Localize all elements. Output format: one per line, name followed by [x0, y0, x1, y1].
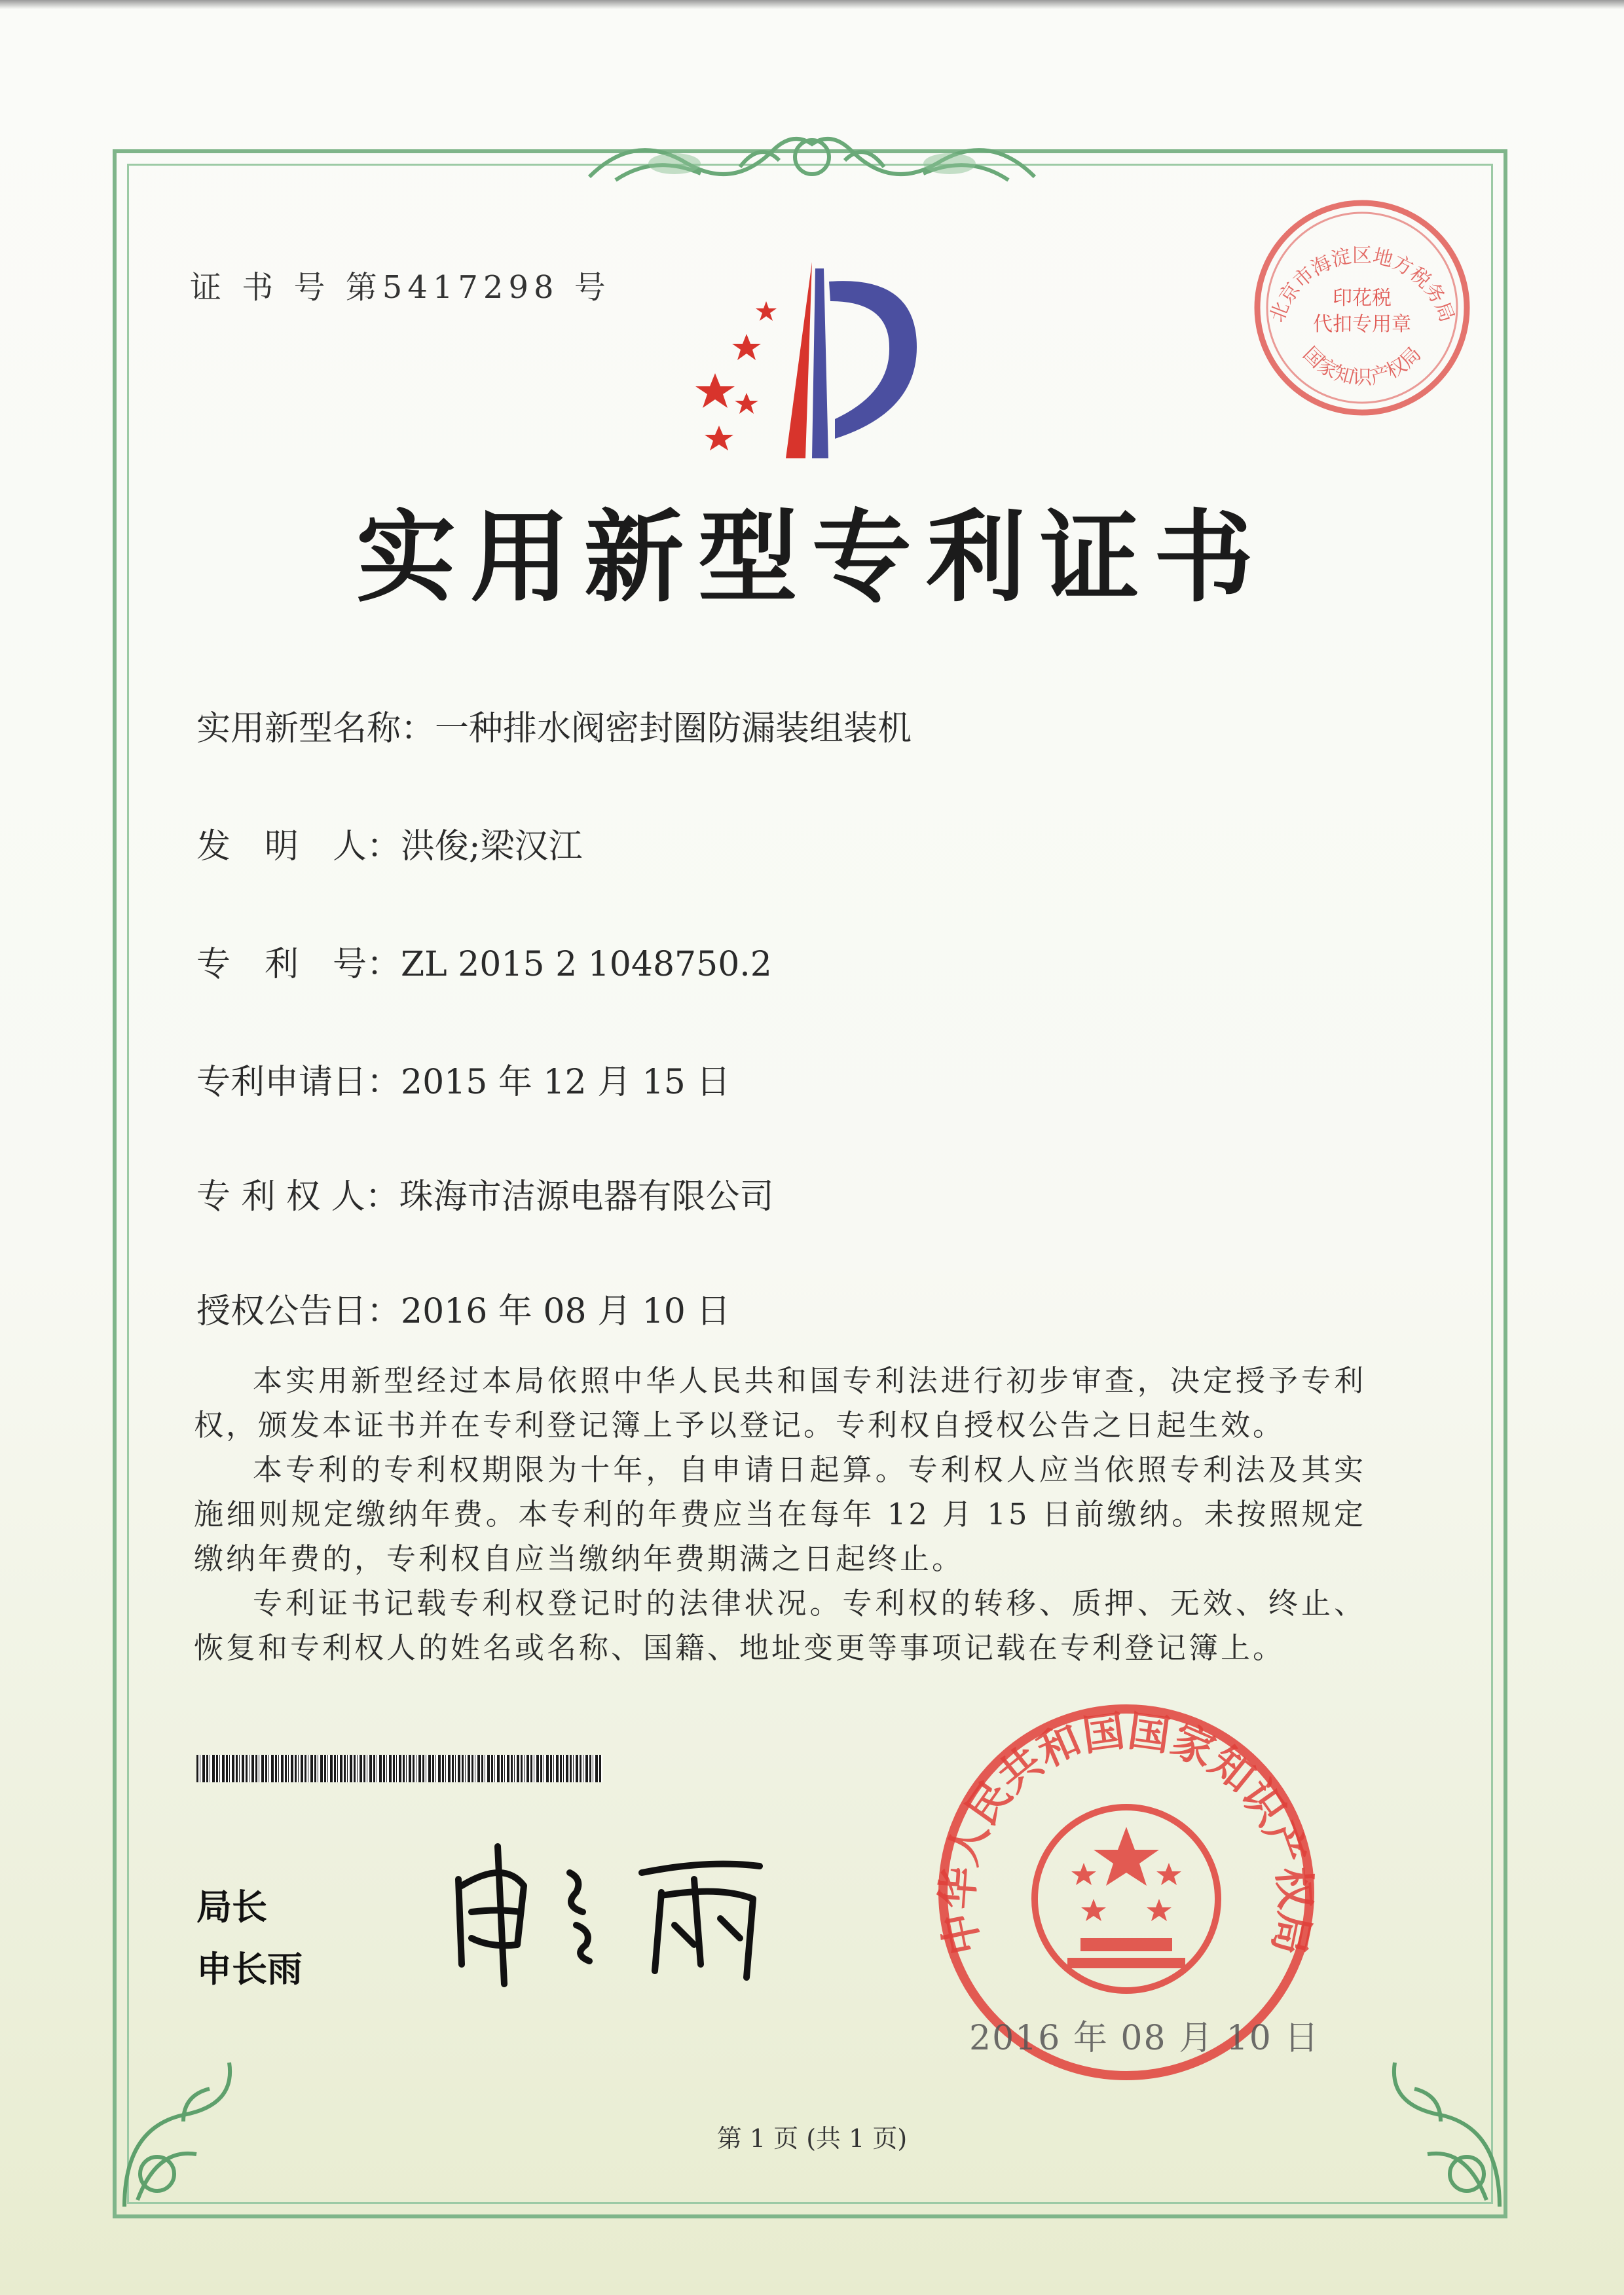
grant-date-value: 2016 年 08 月 10 日 [401, 1292, 731, 1331]
utility-model-name-value: 一种排水阀密封圈防漏装组装机 [435, 709, 912, 748]
scan-edge [0, 0, 1624, 9]
barcode [196, 1755, 602, 1782]
main-seal-date: 2016 年 08 月 10 日 [969, 2019, 1320, 2058]
inventor-label: 发 明 人： [196, 827, 401, 866]
certificate-title: 实用新型专利证书 [356, 500, 1268, 615]
patent-office-logo-icon [681, 262, 930, 458]
utility-model-name-label: 实用新型名称： [196, 709, 435, 748]
grant-date-row [196, 1283, 730, 1332]
body-paragraph-2: 本专利的专利权期限为十年，自申请日起算。专利权人应当依照专利法及其实施细则规定缴纳年费。本专利的年费应当在每年 12 月 15 日前缴纳。未按照规定缴纳年费的，专利权自应当缴纳年费期满之日起终止。 [194, 1452, 1366, 1576]
body-paragraph-1: 本实用新型经过本局依照中华人民共和国专利法进行初步审查，决定授予专利权，颁发本证书并在专利登记簿上予以登记。专利权自授权公告之日起生效。 [194, 1363, 1366, 1442]
filing-date-value: 2015 年 12 月 15 日 [401, 1063, 731, 1102]
filing-date-label: 专利申请日： [196, 1063, 401, 1102]
top-ornament-icon [576, 118, 1048, 196]
director-title: 局长 [196, 1886, 267, 1928]
patent-number-row [196, 936, 772, 985]
patentee-row [196, 1169, 774, 1218]
body-paragraph-3: 专利证书记载专利权登记时的法律状况。专利权的转移、质押、无效、终止、恢复和专利权人的姓名或名称、国籍、地址变更等事项记载在专利登记簿上。 [194, 1586, 1366, 1665]
inventor-value: 洪俊;梁汉江 [401, 827, 583, 866]
tax-seal-line-1: 印花税 [1333, 287, 1392, 310]
tax-stamp-seal-icon [1244, 190, 1480, 426]
certificate-body [194, 1359, 1366, 1670]
tax-seal-bottom-text: 国家知识产权局 [1298, 342, 1426, 390]
patentee-label: 专 利 权 人： [196, 1177, 399, 1217]
grant-date-label: 授权公告日： [196, 1292, 401, 1331]
main-seal-ring-text: 中华人民共和国国家知识产权局 [933, 1707, 1320, 1959]
patentee-value: 珠海市洁源电器有限公司 [399, 1177, 774, 1217]
svg-text:国家知识产权局 [1299, 342, 1426, 389]
page-indicator: 第 1 页 (共 1 页) [716, 2124, 908, 2153]
tax-seal-ring-text: 北京市海淀区地方税务局 [1265, 244, 1459, 325]
tax-seal-line-2: 代扣专用章 [1313, 313, 1411, 336]
filing-date-row [196, 1054, 730, 1103]
utility-model-name-row [196, 701, 912, 750]
inventor-row [196, 818, 583, 868]
certificate-number: 证 书 号 第5417298 号 [190, 269, 611, 306]
patent-number-value: ZL 2015 2 1048750.2 [401, 945, 772, 984]
director-signature-icon [445, 1833, 812, 1991]
patent-number-label: 专 利 号： [196, 945, 401, 984]
director-name: 申长雨 [196, 1949, 303, 1990]
